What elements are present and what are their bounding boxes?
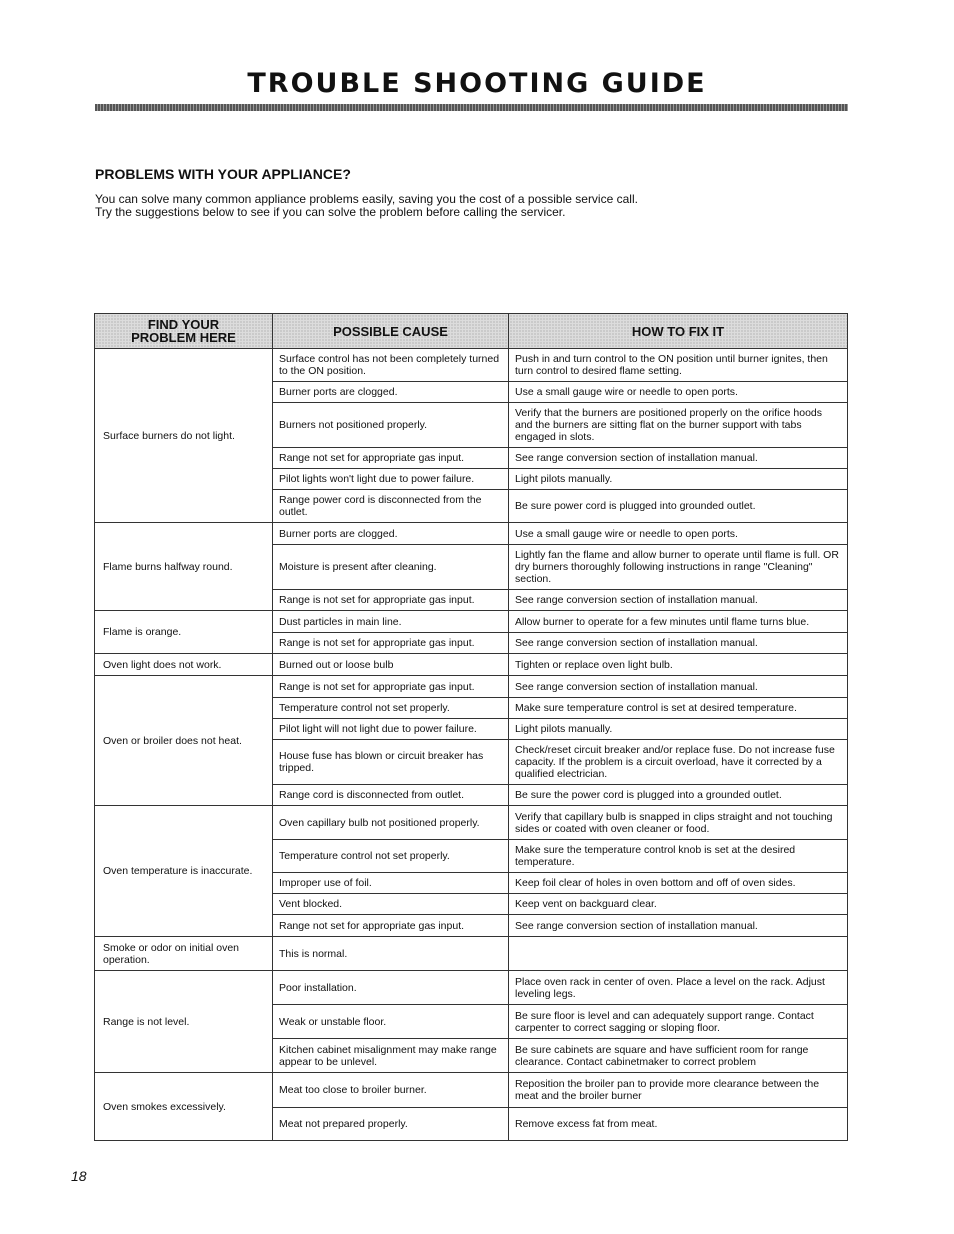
- cause-cell: Poor installation.: [273, 971, 509, 1005]
- fix-cell: Lightly fan the flame and allow burner to operate until flame is full. OR dry burners thoroughly following instructions in range "Cleaning" section.: [509, 545, 848, 590]
- problem-cell: Range is not level.: [95, 971, 273, 1073]
- cause-cell: Range is not set for appropriate gas input.: [273, 676, 509, 698]
- fix-cell: Remove excess fat from meat.: [509, 1108, 848, 1141]
- fix-cell: See range conversion section of installation manual.: [509, 448, 848, 469]
- cause-cell: Kitchen cabinet misalignment may make range appear to be unlevel.: [273, 1039, 509, 1073]
- cause-cell: Dust particles in main line.: [273, 611, 509, 633]
- cause-cell: Temperature control not set properly.: [273, 698, 509, 719]
- fix-cell: Check/reset circuit breaker and/or replace fuse. Do not increase fuse capacity. If the problem is a circuit overload, have it corrected by a qualified electrician.: [509, 740, 848, 785]
- cause-cell: Range is not set for appropriate gas input.: [273, 633, 509, 654]
- problem-cell: Oven temperature is inaccurate.: [95, 806, 273, 937]
- page-title: TROUBLE SHOOTING GUIDE: [247, 68, 707, 99]
- cause-cell: Weak or unstable floor.: [273, 1005, 509, 1039]
- problem-cell: Oven or broiler does not heat.: [95, 676, 273, 806]
- problem-cell: Flame is orange.: [95, 611, 273, 654]
- cause-cell: Vent blocked.: [273, 894, 509, 915]
- fix-cell: [509, 937, 848, 971]
- table-row: [95, 611, 848, 633]
- table-row: [95, 349, 848, 382]
- cause-cell: Meat too close to broiler burner.: [273, 1073, 509, 1108]
- cause-cell: Range is not set for appropriate gas input.: [273, 590, 509, 611]
- intro-line: Try the suggestions below to see if you can solve the problem before calling the servicer.: [95, 205, 566, 219]
- fix-cell: Be sure power cord is plugged into grounded outlet.: [509, 490, 848, 523]
- fix-cell: Be sure floor is level and can adequately support range. Contact carpenter to correct sagging or sloping floor.: [509, 1005, 848, 1039]
- fix-cell: Use a small gauge wire or needle to open ports.: [509, 382, 848, 403]
- fix-cell: Verify that capillary bulb is snapped in clips straight and not touching sides or coated with oven cleaner or food.: [509, 806, 848, 840]
- intro-text: [95, 193, 855, 219]
- problem-cell: Flame burns halfway round.: [95, 523, 273, 611]
- table-row: [95, 654, 848, 676]
- fix-cell: Be sure the power cord is plugged into a grounded outlet.: [509, 785, 848, 806]
- fix-cell: Be sure cabinets are square and have sufficient room for range clearance. Contact cabinetmaker to correct problem: [509, 1039, 848, 1073]
- cause-cell: Burners not positioned properly.: [273, 403, 509, 448]
- header-how-to-fix-it: HOW TO FIX IT: [509, 314, 848, 349]
- problem-cell: Oven light does not work.: [95, 654, 273, 676]
- section-heading: PROBLEMS WITH YOUR APPLIANCE?: [95, 166, 351, 182]
- cause-cell: Range not set for appropriate gas input.: [273, 915, 509, 937]
- cause-cell: Meat not prepared properly.: [273, 1108, 509, 1141]
- troubleshooting-table: [94, 313, 848, 1141]
- fix-cell: Reposition the broiler pan to provide more clearance between the meat and the broiler burner: [509, 1073, 848, 1108]
- fix-cell: Push in and turn control to the ON position until burner ignites, then turn control to desired flame setting.: [509, 349, 848, 382]
- cause-cell: Burner ports are clogged.: [273, 523, 509, 545]
- cause-cell: Surface control has not been completely turned to the ON position.: [273, 349, 509, 382]
- cause-cell: Range power cord is disconnected from the outlet.: [273, 490, 509, 523]
- fix-cell: See range conversion section of installation manual.: [509, 915, 848, 937]
- table-row: [95, 523, 848, 545]
- table-header-row: [95, 314, 848, 349]
- fix-cell: Allow burner to operate for a few minutes until flame turns blue.: [509, 611, 848, 633]
- fix-cell: Use a small gauge wire or needle to open ports.: [509, 523, 848, 545]
- fix-cell: Light pilots manually.: [509, 719, 848, 740]
- fix-cell: Make sure temperature control is set at desired temperature.: [509, 698, 848, 719]
- fix-cell: Tighten or replace oven light bulb.: [509, 654, 848, 676]
- fix-cell: Make sure the temperature control knob is set at the desired temperature.: [509, 840, 848, 873]
- cause-cell: Burned out or loose bulb: [273, 654, 509, 676]
- cause-cell: Oven capillary bulb not positioned properly.: [273, 806, 509, 840]
- intro-line: You can solve many common appliance problems easily, saving you the cost of a possible service call.: [95, 192, 638, 206]
- problem-cell: Surface burners do not light.: [95, 349, 273, 523]
- table-row: [95, 937, 848, 971]
- cause-cell: This is normal.: [273, 937, 509, 971]
- page-number: 18: [71, 1168, 87, 1184]
- header-possible-cause: POSSIBLE CAUSE: [273, 314, 509, 349]
- cause-cell: Range cord is disconnected from outlet.: [273, 785, 509, 806]
- table-row: [95, 971, 848, 1005]
- fix-cell: See range conversion section of installation manual.: [509, 590, 848, 611]
- cause-cell: Temperature control not set properly.: [273, 840, 509, 873]
- fix-cell: Keep vent on backguard clear.: [509, 894, 848, 915]
- cause-cell: Moisture is present after cleaning.: [273, 545, 509, 590]
- fix-cell: See range conversion section of installation manual.: [509, 676, 848, 698]
- table-row: [95, 806, 848, 840]
- table-body: [95, 349, 848, 1141]
- problem-cell: Smoke or odor on initial oven operation.: [95, 937, 273, 971]
- cause-cell: House fuse has blown or circuit breaker has tripped.: [273, 740, 509, 785]
- table-row: [95, 676, 848, 698]
- table-row: [95, 1073, 848, 1108]
- fix-cell: Place oven rack in center of oven. Place a level on the rack. Adjust leveling legs.: [509, 971, 848, 1005]
- fix-cell: Keep foil clear of holes in oven bottom and off of oven sides.: [509, 873, 848, 894]
- header-find-your-problem: FIND YOUR PROBLEM HERE: [95, 314, 273, 349]
- cause-cell: Burner ports are clogged.: [273, 382, 509, 403]
- title-rule: [95, 104, 848, 111]
- cause-cell: Pilot light will not light due to power failure.: [273, 719, 509, 740]
- problem-cell: Oven smokes excessively.: [95, 1073, 273, 1141]
- fix-cell: See range conversion section of installation manual.: [509, 633, 848, 654]
- cause-cell: Range not set for appropriate gas input.: [273, 448, 509, 469]
- fix-cell: Verify that the burners are positioned properly on the orifice hoods and the burners are sitting flat on the burner support with tabs engaged in slots.: [509, 403, 848, 448]
- cause-cell: Pilot lights won't light due to power failure.: [273, 469, 509, 490]
- cause-cell: Improper use of foil.: [273, 873, 509, 894]
- fix-cell: Light pilots manually.: [509, 469, 848, 490]
